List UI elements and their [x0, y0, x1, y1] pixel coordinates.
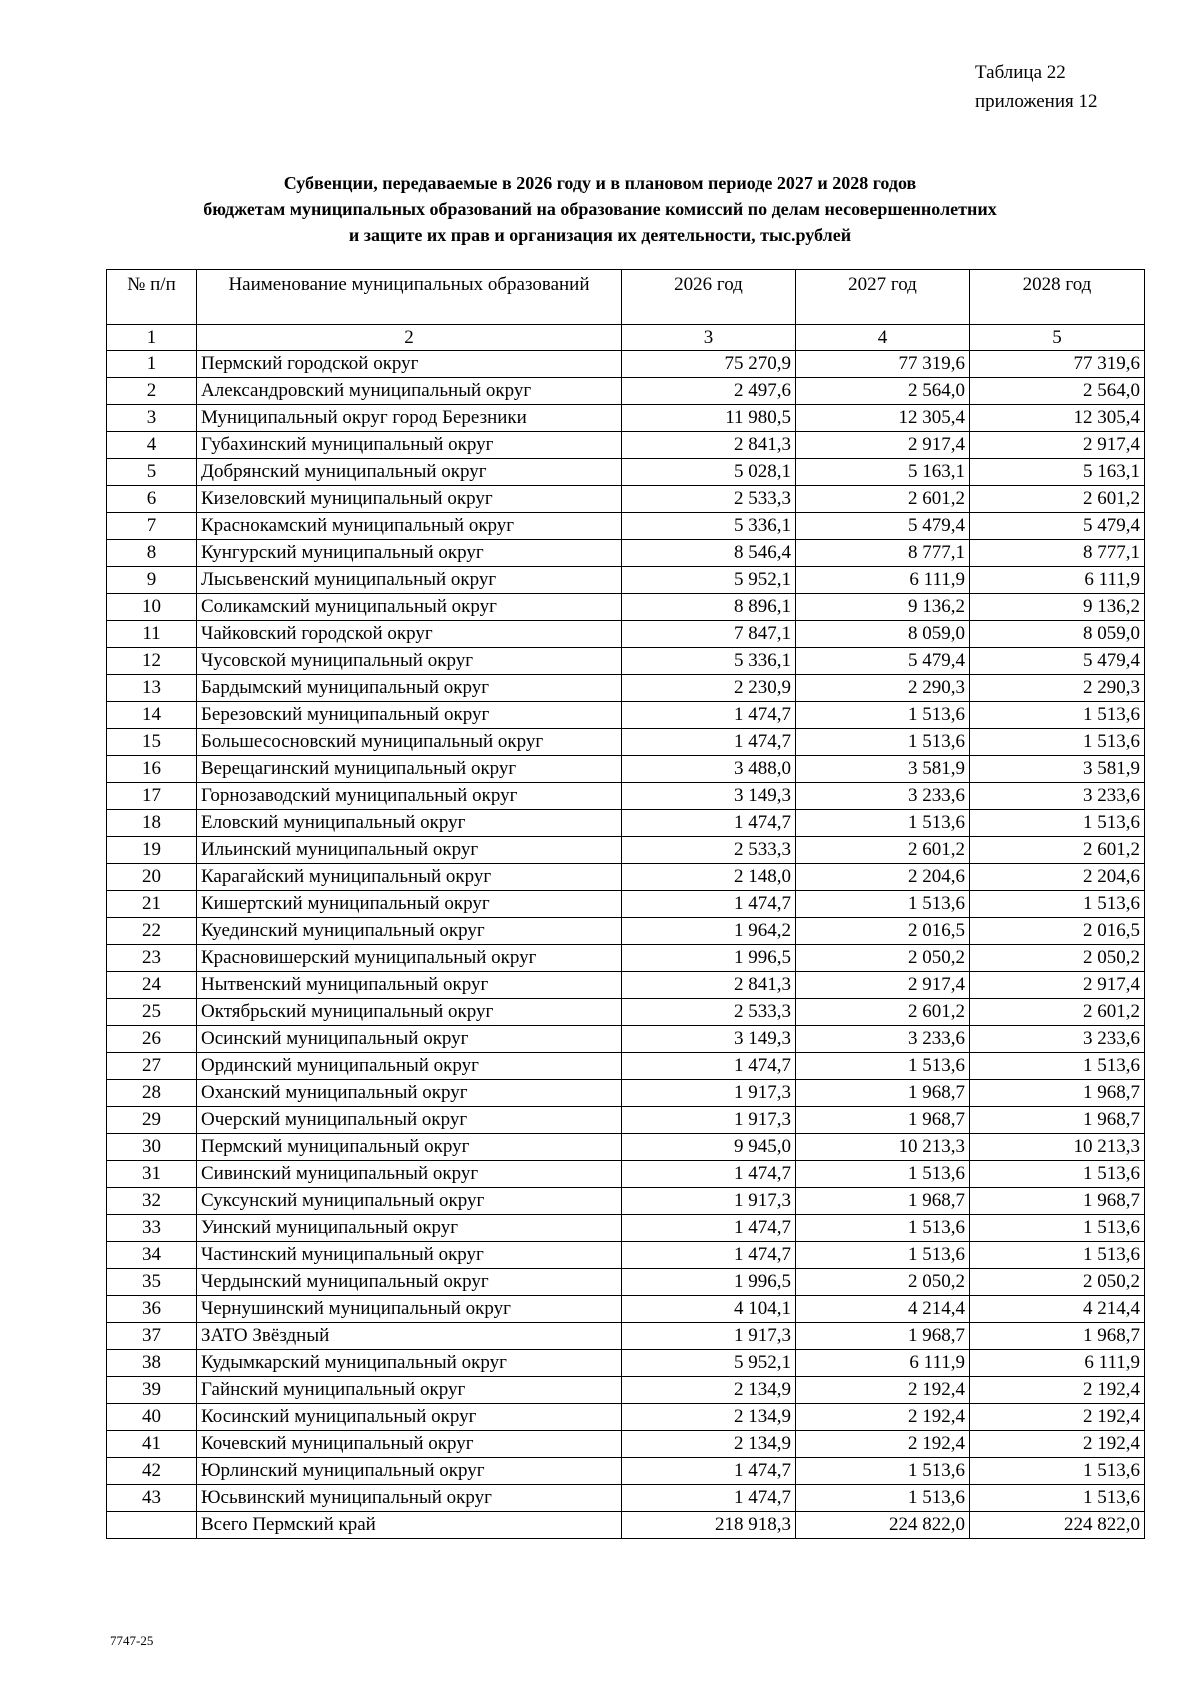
- value-2026: 3 149,3: [622, 783, 796, 810]
- value-2028: 77 319,6: [970, 351, 1145, 378]
- table-row: [107, 594, 1145, 621]
- row-number: 8: [107, 540, 197, 567]
- value-2026: 2 841,3: [622, 972, 796, 999]
- municipality-name: Юрлинский муниципальный округ: [197, 1458, 622, 1485]
- value-2026: 4 104,1: [622, 1296, 796, 1323]
- table-row: [107, 1215, 1145, 1242]
- municipality-name: Губахинский муниципальный округ: [197, 432, 622, 459]
- municipality-name: Частинский муниципальный округ: [197, 1242, 622, 1269]
- value-2028: 1 513,6: [970, 1242, 1145, 1269]
- municipality-name: Пермский муниципальный округ: [197, 1134, 622, 1161]
- table-row: [107, 1080, 1145, 1107]
- row-number: 32: [107, 1188, 197, 1215]
- value-2027: 77 319,6: [796, 351, 970, 378]
- table-row: [107, 1134, 1145, 1161]
- value-2027: 2 192,4: [796, 1377, 970, 1404]
- value-2028: 9 136,2: [970, 594, 1145, 621]
- value-2026: 2 533,3: [622, 486, 796, 513]
- municipality-name: Осинский муниципальный округ: [197, 1026, 622, 1053]
- municipality-name: Чайковский городской округ: [197, 621, 622, 648]
- value-2027: 3 233,6: [796, 783, 970, 810]
- value-2026: 1 474,7: [622, 1215, 796, 1242]
- row-number: 20: [107, 864, 197, 891]
- value-2027: 4 214,4: [796, 1296, 970, 1323]
- table-row: [107, 1161, 1145, 1188]
- table-body: [107, 351, 1145, 1539]
- header-row: [107, 270, 1145, 325]
- table-row: [107, 1485, 1145, 1512]
- row-number: 18: [107, 810, 197, 837]
- value-2026: 1 917,3: [622, 1107, 796, 1134]
- total-row: [107, 1512, 1145, 1539]
- municipality-name: Оханский муниципальный округ: [197, 1080, 622, 1107]
- value-2026: 1 474,7: [622, 702, 796, 729]
- title-line-1: Субвенции, передаваемые в 2026 году и в плановом периоде 2027 и 2028 годов: [283, 173, 917, 193]
- row-number: [107, 1512, 197, 1539]
- table-row: [107, 513, 1145, 540]
- municipality-name: Добрянский муниципальный округ: [197, 459, 622, 486]
- table-row: [107, 864, 1145, 891]
- municipality-name: Уинский муниципальный округ: [197, 1215, 622, 1242]
- value-2026: 75 270,9: [622, 351, 796, 378]
- row-number: 4: [107, 432, 197, 459]
- value-2028: 3 581,9: [970, 756, 1145, 783]
- table-row: [107, 837, 1145, 864]
- table-row: [107, 378, 1145, 405]
- value-2027: 1 513,6: [796, 1458, 970, 1485]
- value-2027: 9 136,2: [796, 594, 970, 621]
- municipality-name: Чусовской муниципальный округ: [197, 648, 622, 675]
- municipality-name: Чердынский муниципальный округ: [197, 1269, 622, 1296]
- value-2028: 1 513,6: [970, 729, 1145, 756]
- value-2026: 2 148,0: [622, 864, 796, 891]
- table-row: [107, 1269, 1145, 1296]
- value-2026: 1 996,5: [622, 945, 796, 972]
- value-2027: 3 581,9: [796, 756, 970, 783]
- municipality-name: Сивинский муниципальный округ: [197, 1161, 622, 1188]
- value-2026: 1 996,5: [622, 1269, 796, 1296]
- value-2026: 5 336,1: [622, 648, 796, 675]
- table-row: [107, 729, 1145, 756]
- value-2028: 2 290,3: [970, 675, 1145, 702]
- table-row: [107, 567, 1145, 594]
- table-row: [107, 459, 1145, 486]
- row-number: 36: [107, 1296, 197, 1323]
- value-2027: 6 111,9: [796, 1350, 970, 1377]
- value-2028: 2 192,4: [970, 1377, 1145, 1404]
- row-number: 15: [107, 729, 197, 756]
- table-row: [107, 648, 1145, 675]
- row-number: 21: [107, 891, 197, 918]
- value-2028: 1 968,7: [970, 1323, 1145, 1350]
- value-2027: 2 192,4: [796, 1431, 970, 1458]
- municipality-name: Ильинский муниципальный округ: [197, 837, 622, 864]
- value-2026: 1 474,7: [622, 729, 796, 756]
- municipality-name: Большесосновский муниципальный округ: [197, 729, 622, 756]
- row-number: 26: [107, 1026, 197, 1053]
- value-2028: 1 513,6: [970, 1458, 1145, 1485]
- municipality-name: Кочевский муниципальный округ: [197, 1431, 622, 1458]
- value-2027: 8 777,1: [796, 540, 970, 567]
- value-2028: 1 513,6: [970, 702, 1145, 729]
- row-number: 6: [107, 486, 197, 513]
- row-number: 22: [107, 918, 197, 945]
- value-2028: 2 601,2: [970, 486, 1145, 513]
- value-2028: 10 213,3: [970, 1134, 1145, 1161]
- value-2027: 6 111,9: [796, 567, 970, 594]
- row-number: 38: [107, 1350, 197, 1377]
- value-2027: 2 016,5: [796, 918, 970, 945]
- value-2027: 1 968,7: [796, 1323, 970, 1350]
- municipality-name: Красновишерский муниципальный округ: [197, 945, 622, 972]
- value-2027: 2 050,2: [796, 1269, 970, 1296]
- row-number: 29: [107, 1107, 197, 1134]
- value-2028: 3 233,6: [970, 783, 1145, 810]
- table-row: [107, 891, 1145, 918]
- value-2026: 2 134,9: [622, 1377, 796, 1404]
- table-row: [107, 675, 1145, 702]
- table-row: [107, 621, 1145, 648]
- row-number: 11: [107, 621, 197, 648]
- row-number: 31: [107, 1161, 197, 1188]
- value-2028: 224 822,0: [970, 1512, 1145, 1539]
- municipality-name: Краснокамский муниципальный округ: [197, 513, 622, 540]
- document-code: 7747-25: [110, 1633, 154, 1648]
- table-row: [107, 1431, 1145, 1458]
- value-2027: 5 479,4: [796, 513, 970, 540]
- value-2028: 2 601,2: [970, 837, 1145, 864]
- table-row: [107, 1188, 1145, 1215]
- value-2028: 4 214,4: [970, 1296, 1145, 1323]
- value-2026: 5 028,1: [622, 459, 796, 486]
- column-number: 4: [796, 325, 970, 351]
- value-2027: 2 204,6: [796, 864, 970, 891]
- value-2027: 2 564,0: [796, 378, 970, 405]
- value-2028: 5 479,4: [970, 513, 1145, 540]
- table-row: [107, 540, 1145, 567]
- value-2026: 2 841,3: [622, 432, 796, 459]
- value-2027: 2 050,2: [796, 945, 970, 972]
- value-2028: 1 513,6: [970, 810, 1145, 837]
- value-2027: 2 601,2: [796, 837, 970, 864]
- column-number: 3: [622, 325, 796, 351]
- municipality-name: Чернушинский муниципальный округ: [197, 1296, 622, 1323]
- row-number: 9: [107, 567, 197, 594]
- value-2027: 1 513,6: [796, 702, 970, 729]
- value-2027: 8 059,0: [796, 621, 970, 648]
- value-2026: 5 952,1: [622, 1350, 796, 1377]
- row-number: 17: [107, 783, 197, 810]
- municipality-name: Куединский муниципальный округ: [197, 918, 622, 945]
- value-2026: 1 474,7: [622, 1242, 796, 1269]
- column-number: 5: [970, 325, 1145, 351]
- value-2026: 3 488,0: [622, 756, 796, 783]
- table-row: [107, 783, 1145, 810]
- header-2027: 2027 год: [796, 270, 970, 325]
- value-2026: 7 847,1: [622, 621, 796, 648]
- header-2026: 2026 год: [622, 270, 796, 325]
- document-title: [100, 170, 1100, 248]
- municipality-name: Бардымский муниципальный округ: [197, 675, 622, 702]
- value-2027: 1 513,6: [796, 1053, 970, 1080]
- table-row: [107, 1107, 1145, 1134]
- municipality-name: Косинский муниципальный округ: [197, 1404, 622, 1431]
- table-number: Таблица 22: [975, 62, 1066, 83]
- row-number: 37: [107, 1323, 197, 1350]
- value-2027: 5 163,1: [796, 459, 970, 486]
- municipality-name: ЗАТО Звёздный: [197, 1323, 622, 1350]
- municipality-name: Ординский муниципальный округ: [197, 1053, 622, 1080]
- value-2027: 1 513,6: [796, 810, 970, 837]
- value-2026: 1 474,7: [622, 891, 796, 918]
- row-number: 35: [107, 1269, 197, 1296]
- header-number: № п/п: [107, 270, 197, 325]
- value-2028: 2 192,4: [970, 1404, 1145, 1431]
- value-2027: 1 513,6: [796, 1485, 970, 1512]
- appendix-number: приложения 12: [975, 91, 1098, 112]
- value-2026: 2 533,3: [622, 999, 796, 1026]
- value-2026: 2 230,9: [622, 675, 796, 702]
- value-2028: 12 305,4: [970, 405, 1145, 432]
- municipality-name: Юсьвинский муниципальный округ: [197, 1485, 622, 1512]
- row-number: 7: [107, 513, 197, 540]
- value-2028: 1 968,7: [970, 1080, 1145, 1107]
- municipality-name: Кизеловский муниципальный округ: [197, 486, 622, 513]
- value-2026: 5 952,1: [622, 567, 796, 594]
- row-number: 3: [107, 405, 197, 432]
- municipality-name: Кунгурский муниципальный округ: [197, 540, 622, 567]
- value-2028: 2 601,2: [970, 999, 1145, 1026]
- value-2027: 1 513,6: [796, 1215, 970, 1242]
- value-2027: 1 968,7: [796, 1188, 970, 1215]
- value-2027: 224 822,0: [796, 1512, 970, 1539]
- table-row: [107, 1350, 1145, 1377]
- municipality-name: Суксунский муниципальный округ: [197, 1188, 622, 1215]
- table-row: [107, 486, 1145, 513]
- value-2026: 3 149,3: [622, 1026, 796, 1053]
- value-2026: 2 134,9: [622, 1431, 796, 1458]
- value-2026: 5 336,1: [622, 513, 796, 540]
- title-line-3: и защите их прав и организация их деятельности, тыс.рублей: [348, 225, 852, 245]
- municipality-name: Карагайский муниципальный округ: [197, 864, 622, 891]
- value-2026: 2 533,3: [622, 837, 796, 864]
- table-row: [107, 1458, 1145, 1485]
- municipality-name: Пермский городской округ: [197, 351, 622, 378]
- row-number: 23: [107, 945, 197, 972]
- row-number: 27: [107, 1053, 197, 1080]
- table-row: [107, 351, 1145, 378]
- table-row: [107, 405, 1145, 432]
- value-2027: 12 305,4: [796, 405, 970, 432]
- row-number: 33: [107, 1215, 197, 1242]
- value-2028: 1 513,6: [970, 1215, 1145, 1242]
- value-2028: 1 513,6: [970, 1053, 1145, 1080]
- value-2027: 2 192,4: [796, 1404, 970, 1431]
- table-row: [107, 1377, 1145, 1404]
- table-row: [107, 810, 1145, 837]
- value-2027: 2 290,3: [796, 675, 970, 702]
- header-2028: 2028 год: [970, 270, 1145, 325]
- value-2027: 3 233,6: [796, 1026, 970, 1053]
- value-2026: 8 546,4: [622, 540, 796, 567]
- municipality-name: Еловский муниципальный округ: [197, 810, 622, 837]
- row-number: 40: [107, 1404, 197, 1431]
- value-2028: 2 016,5: [970, 918, 1145, 945]
- value-2026: 2 134,9: [622, 1404, 796, 1431]
- value-2026: 1 474,7: [622, 1053, 796, 1080]
- row-number: 19: [107, 837, 197, 864]
- value-2028: 2 204,6: [970, 864, 1145, 891]
- value-2028: 2 192,4: [970, 1431, 1145, 1458]
- value-2028: 1 513,6: [970, 891, 1145, 918]
- row-number: 1: [107, 351, 197, 378]
- municipality-name: Березовский муниципальный округ: [197, 702, 622, 729]
- value-2028: 2 564,0: [970, 378, 1145, 405]
- table-row: [107, 945, 1145, 972]
- value-2026: 1 917,3: [622, 1080, 796, 1107]
- municipality-name: Всего Пермский край: [197, 1512, 622, 1539]
- title-line-2: бюджетам муниципальных образований на образование комиссий по делам несовершеннолетних: [203, 199, 997, 219]
- value-2026: 1 964,2: [622, 918, 796, 945]
- value-2028: 2 050,2: [970, 1269, 1145, 1296]
- table-row: [107, 702, 1145, 729]
- municipality-name: Нытвенский муниципальный округ: [197, 972, 622, 999]
- row-number: 10: [107, 594, 197, 621]
- municipality-name: Очерский муниципальный округ: [197, 1107, 622, 1134]
- value-2027: 2 601,2: [796, 486, 970, 513]
- row-number: 24: [107, 972, 197, 999]
- value-2028: 5 163,1: [970, 459, 1145, 486]
- municipality-name: Верещагинский муниципальный округ: [197, 756, 622, 783]
- value-2027: 5 479,4: [796, 648, 970, 675]
- municipality-name: Октябрьский муниципальный округ: [197, 999, 622, 1026]
- value-2028: 8 059,0: [970, 621, 1145, 648]
- table-row: [107, 1053, 1145, 1080]
- row-number: 34: [107, 1242, 197, 1269]
- value-2026: 1 474,7: [622, 1458, 796, 1485]
- row-number: 5: [107, 459, 197, 486]
- row-number: 12: [107, 648, 197, 675]
- value-2027: 1 968,7: [796, 1080, 970, 1107]
- table-row: [107, 999, 1145, 1026]
- value-2028: 6 111,9: [970, 1350, 1145, 1377]
- value-2026: 9 945,0: [622, 1134, 796, 1161]
- value-2027: 1 513,6: [796, 891, 970, 918]
- table-row: [107, 918, 1145, 945]
- value-2028: 1 513,6: [970, 1485, 1145, 1512]
- subvention-table: [106, 269, 1145, 1539]
- row-number: 28: [107, 1080, 197, 1107]
- value-2026: 1 474,7: [622, 810, 796, 837]
- value-2027: 10 213,3: [796, 1134, 970, 1161]
- row-number: 43: [107, 1485, 197, 1512]
- row-number: 42: [107, 1458, 197, 1485]
- row-number: 25: [107, 999, 197, 1026]
- municipality-name: Кишертский муниципальный округ: [197, 891, 622, 918]
- municipality-name: Гайнский муниципальный округ: [197, 1377, 622, 1404]
- value-2027: 2 917,4: [796, 432, 970, 459]
- row-number: 14: [107, 702, 197, 729]
- value-2028: 6 111,9: [970, 567, 1145, 594]
- municipality-name: Горнозаводский муниципальный округ: [197, 783, 622, 810]
- table-row: [107, 1323, 1145, 1350]
- value-2028: 5 479,4: [970, 648, 1145, 675]
- table-row: [107, 1404, 1145, 1431]
- municipality-name: Соликамский муниципальный округ: [197, 594, 622, 621]
- value-2026: 8 896,1: [622, 594, 796, 621]
- value-2027: 2 917,4: [796, 972, 970, 999]
- value-2027: 1 513,6: [796, 1161, 970, 1188]
- column-number: 2: [197, 325, 622, 351]
- document-reference: [975, 58, 1097, 116]
- value-2028: 2 050,2: [970, 945, 1145, 972]
- value-2027: 2 601,2: [796, 999, 970, 1026]
- row-number: 2: [107, 378, 197, 405]
- table-row: [107, 1296, 1145, 1323]
- value-2028: 1 968,7: [970, 1107, 1145, 1134]
- value-2028: 2 917,4: [970, 432, 1145, 459]
- value-2028: 8 777,1: [970, 540, 1145, 567]
- row-number: 30: [107, 1134, 197, 1161]
- column-number-row: [107, 325, 1145, 351]
- header-municipality: Наименование муниципальных образований: [197, 270, 622, 325]
- table-row: [107, 756, 1145, 783]
- value-2028: 1 513,6: [970, 1161, 1145, 1188]
- table-row: [107, 1242, 1145, 1269]
- table-row: [107, 972, 1145, 999]
- table-row: [107, 1026, 1145, 1053]
- column-number: 1: [107, 325, 197, 351]
- row-number: 41: [107, 1431, 197, 1458]
- value-2026: 1 917,3: [622, 1323, 796, 1350]
- value-2027: 1 513,6: [796, 729, 970, 756]
- table-row: [107, 432, 1145, 459]
- row-number: 16: [107, 756, 197, 783]
- value-2026: 1 917,3: [622, 1188, 796, 1215]
- value-2026: 1 474,7: [622, 1485, 796, 1512]
- value-2026: 218 918,3: [622, 1512, 796, 1539]
- value-2027: 1 968,7: [796, 1107, 970, 1134]
- municipality-name: Муниципальный округ город Березники: [197, 405, 622, 432]
- municipality-name: Александровский муниципальный округ: [197, 378, 622, 405]
- value-2028: 1 968,7: [970, 1188, 1145, 1215]
- value-2026: 1 474,7: [622, 1161, 796, 1188]
- municipality-name: Лысьвенский муниципальный округ: [197, 567, 622, 594]
- row-number: 39: [107, 1377, 197, 1404]
- municipality-name: Кудымкарский муниципальный округ: [197, 1350, 622, 1377]
- value-2028: 2 917,4: [970, 972, 1145, 999]
- value-2026: 11 980,5: [622, 405, 796, 432]
- value-2027: 1 513,6: [796, 1242, 970, 1269]
- value-2026: 2 497,6: [622, 378, 796, 405]
- value-2028: 3 233,6: [970, 1026, 1145, 1053]
- row-number: 13: [107, 675, 197, 702]
